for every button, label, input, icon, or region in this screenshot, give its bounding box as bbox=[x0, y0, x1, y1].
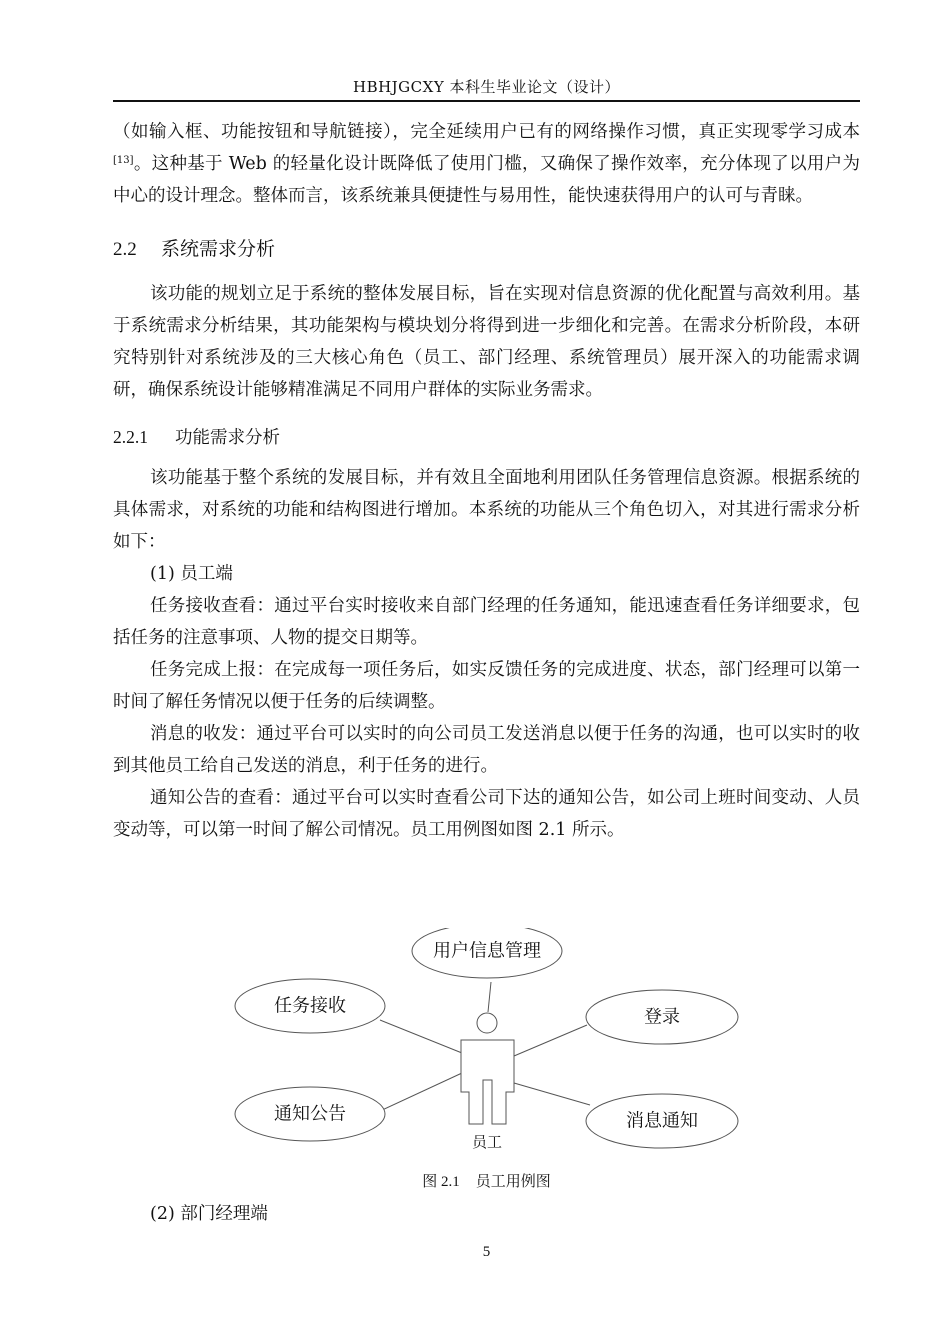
figure-title: 员工用例图 bbox=[475, 1172, 551, 1190]
list-item-manager: (2) 部门经理端 bbox=[150, 1204, 268, 1224]
association-line bbox=[514, 1025, 587, 1056]
header-rule bbox=[113, 100, 860, 102]
use-case-label: 登录 bbox=[644, 1006, 680, 1028]
use-case-label: 任务接收 bbox=[274, 995, 346, 1017]
figure-number: 图 2.1 bbox=[422, 1174, 460, 1190]
requirement-paragraph: 任务接收查看：通过平台实时接收来自部门经理的任务通知，能迅速查看任务详细要求，包括任务的注意事项、人物的提交日期等。 bbox=[113, 596, 860, 648]
subsection-title: 功能需求分析 bbox=[175, 428, 280, 448]
requirement-paragraph: 任务完成上报：在完成每一项任务后，如实反馈任务的完成进度、状态，部门经理可以第一时间了解任务情况以便于任务的后续调整。 bbox=[113, 660, 860, 712]
section-title: 系统需求分析 bbox=[161, 238, 276, 260]
use-case-label: 消息通知 bbox=[626, 1110, 698, 1132]
association-line bbox=[488, 982, 491, 1012]
use-case-label: 用户信息管理 bbox=[433, 940, 541, 962]
association-line bbox=[514, 1083, 590, 1105]
citation-ref: [13] bbox=[113, 155, 134, 166]
page-body bbox=[113, 116, 860, 846]
actor-figure bbox=[461, 1013, 514, 1124]
requirement-paragraph: 通知公告的查看：通过平台可以实时查看公司下达的通知公告，如公司上班时间变动、人员变动等，可以第一时间了解公司情况。员工用例图如图 2.1 所示。 bbox=[113, 788, 860, 840]
list-item-employee: (1) 员工端 bbox=[150, 564, 233, 584]
figure-caption bbox=[113, 1170, 860, 1191]
page-number: 5 bbox=[482, 1244, 491, 1260]
section-paragraph: 该功能的规划立足于系统的整体发展目标，旨在实现对信息资源的优化配置与高效利用。基于系统需求分析结果，其功能架构与模块划分将得到进一步细化和完善。在需求分析阶段，本研究特别针对系统涉及的三大核心角色（员工、部门经理、系统管理员）展开深入的功能需求调研，确保系统设计能够精准满足不同用户群体的实际业务需求。 bbox=[113, 284, 860, 400]
use-case-diagram bbox=[230, 928, 745, 1160]
association-line bbox=[380, 1020, 462, 1053]
subsection-number: 2.2.1 bbox=[113, 427, 148, 447]
requirement-paragraph: 消息的收发：通过平台可以实时的向公司员工发送消息以便于任务的沟通，也可以实时的收到其他员工给自己发送的消息，利于任务的进行。 bbox=[113, 724, 860, 776]
subsection-heading bbox=[113, 422, 860, 452]
association-line bbox=[380, 1073, 462, 1111]
use-case-label: 通知公告 bbox=[274, 1103, 346, 1125]
running-header: HBHJGCXY 本科生毕业论文（设计） bbox=[352, 78, 620, 96]
intro-text-a: （如输入框、功能按钮和导航链接），完全延续用户已有的网络操作习惯，真正实现零学习成本 bbox=[113, 122, 860, 142]
subsection-paragraph: 该功能基于整个系统的发展目标，并有效且全面地利用团队任务管理信息资源。根据系统的具体需求，对系统的功能和结构图进行增加。本系统的功能从三个角色切入，对其进行需求分析如下： bbox=[113, 468, 860, 552]
actor-head bbox=[477, 1013, 497, 1033]
intro-text-b: 。这种基于 Web 的轻量化设计既降低了使用门槛，又确保了操作效率，充分体现了以用户为中心的设计理念。整体而言，该系统兼具便捷性与易用性，能快速获得用户的认可与青睐。 bbox=[113, 154, 860, 206]
actor-label: 员工 bbox=[471, 1133, 503, 1151]
section-heading bbox=[113, 234, 860, 264]
intro-paragraph bbox=[113, 116, 860, 212]
section-number: 2.2 bbox=[113, 239, 137, 260]
actor-body bbox=[461, 1040, 514, 1124]
